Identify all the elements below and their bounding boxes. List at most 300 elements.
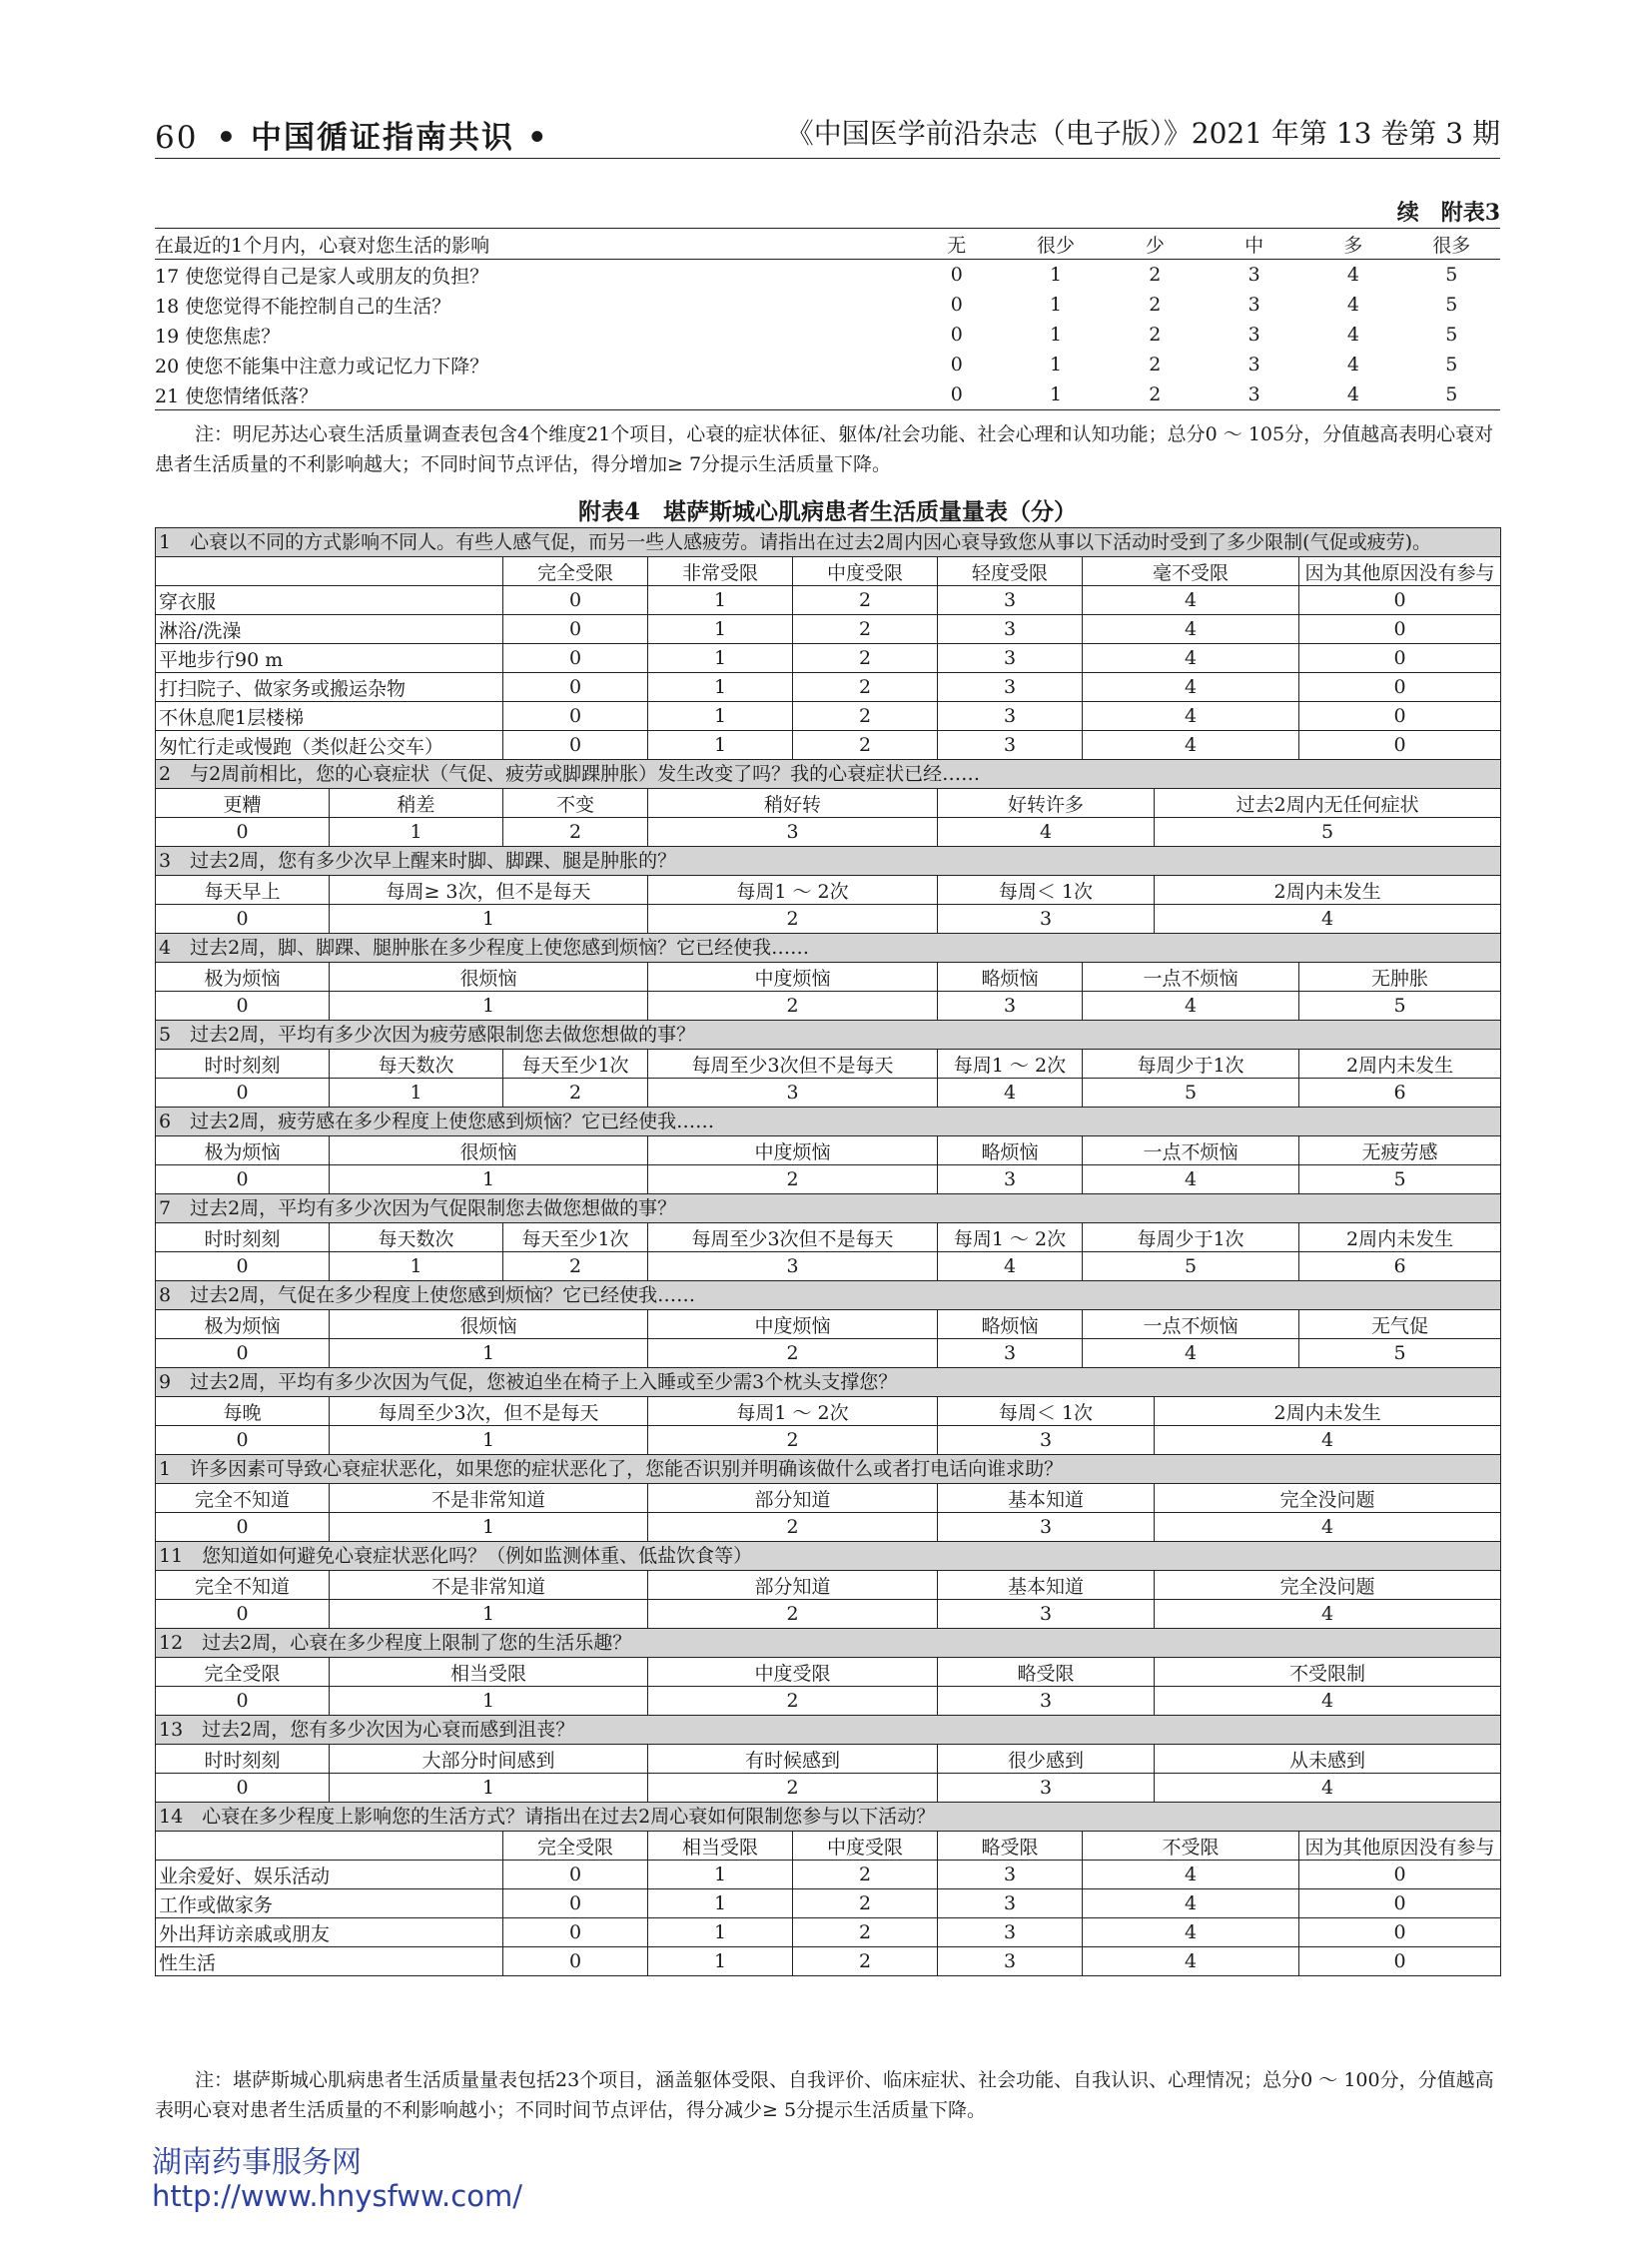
question-text: 7 过去2周，平均有多少次因为气促限制您去做您想做的事？ — [156, 1194, 1501, 1223]
option-label: 每周≥ 3次，但不是每天 — [330, 876, 648, 905]
table3-option-header: 很多 — [1403, 229, 1500, 260]
table3-option-header: 很少 — [1006, 229, 1105, 260]
options-row — [156, 1745, 1501, 1774]
activity-label: 性生活 — [156, 1947, 503, 1976]
score-cell: 1 — [648, 586, 793, 615]
option-score: 1 — [330, 1079, 503, 1108]
table3-score: 2 — [1149, 294, 1162, 316]
table3-score: 3 — [1247, 264, 1260, 286]
question-text: 6 过去2周，疲劳感在多少程度上使您感到烦恼？它已经使我…… — [156, 1108, 1501, 1136]
option-score: 4 — [1155, 905, 1501, 934]
score-cell: 0 — [503, 673, 648, 702]
question-row — [156, 760, 1501, 789]
option-score: 6 — [1299, 1252, 1501, 1281]
option-score: 2 — [648, 1426, 938, 1455]
score-cell: 1 — [648, 1861, 793, 1889]
option-score: 1 — [330, 818, 503, 847]
score-cell: 4 — [1083, 1947, 1299, 1976]
score-cell: 2 — [793, 586, 938, 615]
score-cell: 1 — [648, 731, 793, 760]
option-label: 极为烦恼 — [156, 1136, 330, 1165]
table3-score: 4 — [1303, 379, 1402, 410]
option-score: 3 — [938, 1165, 1083, 1194]
option-score: 2 — [648, 1600, 938, 1629]
option-label: 每周＜ 1次 — [938, 1397, 1155, 1426]
score-cell: 2 — [793, 1861, 938, 1889]
question-text: 9 过去2周，平均有多少次因为气促，您被迫坐在椅子上入睡或至少需3个枕头支撑您？ — [156, 1368, 1501, 1397]
option-score: 2 — [648, 992, 938, 1021]
option-header: 毫不受限 — [1083, 557, 1299, 586]
option-score: 4 — [1155, 1513, 1501, 1542]
question-row — [156, 1629, 1501, 1658]
table3-score: 0 — [950, 354, 963, 375]
score-cell: 3 — [938, 1861, 1083, 1889]
option-score: 1 — [330, 992, 648, 1021]
section-title: • 中国循证指南共识 • — [216, 120, 549, 156]
options-row — [156, 789, 1501, 818]
option-label: 更糟 — [156, 789, 330, 818]
running-header-left — [155, 112, 549, 157]
table3-score: 5 — [1445, 324, 1458, 346]
option-score: 0 — [156, 1513, 330, 1542]
option-label: 完全没问题 — [1155, 1571, 1501, 1600]
option-label: 每周1 ～ 2次 — [648, 876, 938, 905]
option-label: 2周内未发生 — [1155, 876, 1501, 905]
option-score: 0 — [156, 1165, 330, 1194]
score-cell: 4 — [1083, 1889, 1299, 1918]
option-score: 3 — [938, 1600, 1155, 1629]
watermark-site-name: 湖南药事服务网 — [152, 2145, 362, 2180]
option-label: 很烦恼 — [330, 1136, 648, 1165]
activity-row — [156, 586, 1501, 615]
table3-score: 5 — [1445, 294, 1458, 316]
journal-title: 《中国医学前沿杂志（电子版）》2021 年第 13 卷第 3 期 — [785, 117, 1500, 150]
option-score: 4 — [938, 1252, 1083, 1281]
options-row — [156, 1397, 1501, 1426]
option-label: 一点不烦恼 — [1083, 963, 1299, 992]
option-score: 2 — [648, 1165, 938, 1194]
question-row — [156, 847, 1501, 876]
scores-row — [156, 818, 1501, 847]
option-label: 每周1 ～ 2次 — [938, 1223, 1083, 1252]
row-label-header — [156, 557, 503, 586]
option-label: 中度烦恼 — [648, 1136, 938, 1165]
table3-question: 19 使您焦虑？ — [155, 325, 281, 348]
table3-option-header: 少 — [1106, 229, 1205, 260]
table3-option-header: 中 — [1205, 229, 1303, 260]
scores-row — [156, 1513, 1501, 1542]
option-score: 2 — [648, 1339, 938, 1368]
scores-row — [156, 1687, 1501, 1716]
question-text: 4 过去2周，脚、脚踝、腿肿胀在多少程度上使您感到烦恼？它已经使我…… — [156, 934, 1501, 963]
option-label: 部分知道 — [648, 1484, 938, 1513]
activity-label: 淋浴/洗澡 — [156, 615, 503, 644]
scores-row — [156, 905, 1501, 934]
score-cell: 3 — [938, 731, 1083, 760]
score-cell: 0 — [503, 644, 648, 673]
question-row — [156, 1194, 1501, 1223]
option-score: 5 — [1155, 818, 1501, 847]
table3-score: 4 — [1346, 264, 1359, 286]
table3-score: 2 — [1149, 324, 1162, 346]
option-label: 完全不知道 — [156, 1571, 330, 1600]
score-cell: 3 — [938, 673, 1083, 702]
table3-score: 4 — [1346, 354, 1359, 375]
activity-label: 工作或做家务 — [156, 1889, 503, 1918]
option-score: 3 — [938, 1339, 1083, 1368]
option-label: 稍好转 — [648, 789, 938, 818]
options-row — [156, 1223, 1501, 1252]
option-label: 每周＜ 1次 — [938, 876, 1155, 905]
table3-score: 0 — [907, 379, 1006, 410]
score-cell: 0 — [503, 1947, 648, 1976]
option-label: 好转许多 — [938, 789, 1155, 818]
option-label: 时时刻刻 — [156, 1050, 330, 1079]
score-cell: 1 — [648, 1947, 793, 1976]
score-cell: 2 — [793, 731, 938, 760]
table3-score: 0 — [950, 324, 963, 346]
option-score: 2 — [648, 1687, 938, 1716]
option-header-row — [156, 557, 1501, 586]
question-row — [156, 1455, 1501, 1484]
question-row — [156, 1803, 1501, 1832]
score-cell: 3 — [938, 1947, 1083, 1976]
score-cell: 0 — [1299, 586, 1501, 615]
score-cell: 1 — [648, 1918, 793, 1947]
option-score: 0 — [156, 1339, 330, 1368]
option-score: 0 — [156, 1687, 330, 1716]
option-label: 每晚 — [156, 1397, 330, 1426]
option-score: 5 — [1083, 1079, 1299, 1108]
score-cell: 0 — [503, 731, 648, 760]
option-label: 不是非常知道 — [330, 1484, 648, 1513]
score-cell: 4 — [1083, 615, 1299, 644]
score-cell: 0 — [503, 1861, 648, 1889]
option-score: 1 — [330, 1600, 648, 1629]
option-label: 中度受限 — [648, 1658, 938, 1687]
option-label: 大部分时间感到 — [330, 1745, 648, 1774]
score-cell: 0 — [1299, 702, 1501, 731]
score-cell: 4 — [1083, 731, 1299, 760]
option-label: 时时刻刻 — [156, 1223, 330, 1252]
option-label: 很少感到 — [938, 1745, 1155, 1774]
option-label: 很烦恼 — [330, 963, 648, 992]
option-score: 0 — [156, 1600, 330, 1629]
activity-label: 外出拜访亲戚或朋友 — [156, 1918, 503, 1947]
table3-score: 1 — [1006, 379, 1105, 410]
activity-row — [156, 702, 1501, 731]
question-text: 1 许多因素可导致心衰症状恶化，如果您的症状恶化了，您能否识别并明确该做什么或者打电话向谁求助？ — [156, 1455, 1501, 1484]
table3-question-header: 在最近的1个月内，心衰对您生活的影响 — [155, 229, 907, 260]
question-text: 8 过去2周，气促在多少程度上使您感到烦恼？它已经使我…… — [156, 1281, 1501, 1310]
question-text: 1 心衰以不同的方式影响不同人。有些人感气促，而另一些人感疲劳。请指出在过去2周内因心衰导致您从事以下活动时受到了多少限制(气促或疲劳)。 — [156, 528, 1501, 557]
header-rule — [155, 158, 1500, 159]
option-label: 每周至少3次但不是每天 — [648, 1050, 938, 1079]
options-row — [156, 1310, 1501, 1339]
option-header: 中度受限 — [793, 1832, 938, 1861]
score-cell: 2 — [793, 702, 938, 731]
option-score: 4 — [1083, 1339, 1299, 1368]
score-cell: 0 — [503, 702, 648, 731]
option-score: 4 — [1083, 1165, 1299, 1194]
option-header: 不受限 — [1083, 1832, 1299, 1861]
table3-row — [155, 260, 1500, 291]
option-label: 2周内未发生 — [1155, 1397, 1501, 1426]
option-score: 0 — [156, 1252, 330, 1281]
score-cell: 2 — [793, 615, 938, 644]
option-score: 2 — [503, 1252, 648, 1281]
activity-label: 平地步行90 m — [156, 644, 503, 673]
option-label: 很烦恼 — [330, 1310, 648, 1339]
option-score: 1 — [330, 1774, 648, 1803]
option-score: 5 — [1299, 992, 1501, 1021]
option-score: 4 — [1155, 1426, 1501, 1455]
table3-score: 2 — [1106, 379, 1205, 410]
question-row — [156, 528, 1501, 557]
score-cell: 0 — [1299, 1947, 1501, 1976]
score-cell: 3 — [938, 586, 1083, 615]
table3-header-row — [155, 229, 1500, 260]
scores-row — [156, 1339, 1501, 1368]
question-row — [156, 1281, 1501, 1310]
score-cell: 1 — [648, 644, 793, 673]
question-text: 11 您知道如何避免心衰症状恶化吗？（例如监测体重、低盐饮食等） — [156, 1542, 1501, 1571]
activity-row — [156, 1889, 1501, 1918]
table3-row — [155, 320, 1500, 350]
score-cell: 2 — [793, 1889, 938, 1918]
option-label: 略烦恼 — [938, 1310, 1083, 1339]
option-label: 略受限 — [938, 1658, 1155, 1687]
score-cell: 4 — [1083, 673, 1299, 702]
question-row — [156, 1021, 1501, 1050]
score-cell: 1 — [648, 673, 793, 702]
score-cell: 1 — [648, 702, 793, 731]
score-cell: 4 — [1083, 644, 1299, 673]
option-score: 5 — [1083, 1252, 1299, 1281]
activity-label: 匆忙行走或慢跑（类似赶公交车） — [156, 731, 503, 760]
scores-row — [156, 1600, 1501, 1629]
scores-row — [156, 1774, 1501, 1803]
option-label: 一点不烦恼 — [1083, 1136, 1299, 1165]
activity-row — [156, 1918, 1501, 1947]
option-score: 1 — [330, 905, 648, 934]
option-score: 0 — [156, 992, 330, 1021]
activity-label: 不休息爬1层楼梯 — [156, 702, 503, 731]
option-label: 不是非常知道 — [330, 1571, 648, 1600]
table3-score: 1 — [1050, 294, 1063, 316]
table3-score: 4 — [1346, 324, 1359, 346]
question-text: 5 过去2周，平均有多少次因为疲劳感限制您去做您想做的事？ — [156, 1021, 1501, 1050]
option-label: 完全没问题 — [1155, 1484, 1501, 1513]
option-score: 2 — [648, 1513, 938, 1542]
score-cell: 2 — [793, 673, 938, 702]
option-score: 1 — [330, 1165, 648, 1194]
table3-score: 3 — [1205, 379, 1303, 410]
option-label: 部分知道 — [648, 1571, 938, 1600]
score-cell: 3 — [938, 702, 1083, 731]
table3-score: 4 — [1346, 294, 1359, 316]
option-score: 0 — [156, 1079, 330, 1108]
option-label: 2周内未发生 — [1299, 1050, 1501, 1079]
option-score: 0 — [156, 1426, 330, 1455]
option-label: 每周至少3次，但不是每天 — [330, 1397, 648, 1426]
option-score: 0 — [156, 1774, 330, 1803]
table3-score: 3 — [1247, 354, 1260, 375]
score-cell: 4 — [1083, 586, 1299, 615]
option-label: 过去2周内无任何症状 — [1155, 789, 1501, 818]
option-header: 因为其他原因没有参与 — [1299, 557, 1501, 586]
question-text: 12 过去2周，心衰在多少程度上限制了您的生活乐趣？ — [156, 1629, 1501, 1658]
option-score: 3 — [938, 905, 1155, 934]
option-score: 1 — [330, 1252, 503, 1281]
option-score: 3 — [648, 818, 938, 847]
options-row — [156, 1484, 1501, 1513]
option-label: 时时刻刻 — [156, 1745, 330, 1774]
option-label: 每周1 ～ 2次 — [648, 1397, 938, 1426]
option-label: 每周至少3次但不是每天 — [648, 1223, 938, 1252]
table3-row — [155, 290, 1500, 320]
score-cell: 1 — [648, 615, 793, 644]
option-score: 2 — [648, 1774, 938, 1803]
table3-row — [155, 350, 1500, 379]
activity-label: 业余爱好、娱乐活动 — [156, 1861, 503, 1889]
score-cell: 0 — [503, 615, 648, 644]
table3-score: 5 — [1403, 379, 1500, 410]
activity-row — [156, 644, 1501, 673]
score-cell: 3 — [938, 1889, 1083, 1918]
score-cell: 2 — [793, 644, 938, 673]
score-cell: 1 — [648, 1889, 793, 1918]
option-score: 3 — [938, 1513, 1155, 1542]
table3-score: 5 — [1445, 264, 1458, 286]
option-header: 中度受限 — [793, 557, 938, 586]
option-label: 每周少于1次 — [1083, 1050, 1299, 1079]
options-row — [156, 1050, 1501, 1079]
option-label: 极为烦恼 — [156, 963, 330, 992]
options-row — [156, 876, 1501, 905]
table3-score: 1 — [1050, 324, 1063, 346]
activity-label: 打扫院子、做家务或搬运杂物 — [156, 673, 503, 702]
option-label: 无肿胀 — [1299, 963, 1501, 992]
question-row — [156, 1368, 1501, 1397]
option-score: 3 — [938, 1687, 1155, 1716]
option-score: 0 — [156, 905, 330, 934]
table3-question: 21 使您情绪低落？ — [155, 379, 907, 410]
option-score: 1 — [330, 1687, 648, 1716]
option-score: 5 — [1299, 1165, 1501, 1194]
option-label: 一点不烦恼 — [1083, 1310, 1299, 1339]
option-header: 完全受限 — [503, 1832, 648, 1861]
score-cell: 0 — [1299, 1889, 1501, 1918]
table3-question: 20 使您不能集中注意力或记忆力下降？ — [155, 355, 489, 377]
option-score: 6 — [1299, 1079, 1501, 1108]
watermark-url[interactable]: http://www.hnysfww.com/ — [152, 2179, 522, 2213]
question-row — [156, 1108, 1501, 1136]
table3-question: 18 使您觉得不能控制自己的生活？ — [155, 295, 451, 318]
option-label: 每天数次 — [330, 1050, 503, 1079]
option-label: 基本知道 — [938, 1571, 1155, 1600]
option-label: 相当受限 — [330, 1658, 648, 1687]
score-cell: 0 — [1299, 673, 1501, 702]
question-row — [156, 1716, 1501, 1745]
table4-kccq — [155, 527, 1501, 1976]
option-label: 每天至少1次 — [503, 1223, 648, 1252]
option-header: 略受限 — [938, 1832, 1083, 1861]
activity-row — [156, 615, 1501, 644]
activity-row — [156, 731, 1501, 760]
option-label: 每天数次 — [330, 1223, 503, 1252]
table3-score: 1 — [1050, 354, 1063, 375]
table3-score: 2 — [1149, 354, 1162, 375]
question-text: 14 心衰在多少程度上影响您的生活方式？请指出在过去2周心衰如何限制您参与以下活动？ — [156, 1803, 1501, 1832]
activity-row — [156, 1861, 1501, 1889]
option-score: 0 — [156, 818, 330, 847]
question-text: 13 过去2周，您有多少次因为心衰而感到沮丧？ — [156, 1716, 1501, 1745]
score-cell: 3 — [938, 1918, 1083, 1947]
option-score: 1 — [330, 1513, 648, 1542]
option-score: 3 — [938, 992, 1083, 1021]
activity-row — [156, 1947, 1501, 1976]
table3-score: 2 — [1149, 264, 1162, 286]
option-score: 3 — [648, 1079, 938, 1108]
page-number: 60 — [155, 120, 199, 156]
scores-row — [156, 1426, 1501, 1455]
score-cell: 0 — [1299, 1861, 1501, 1889]
option-header: 因为其他原因没有参与 — [1299, 1832, 1501, 1861]
option-header: 相当受限 — [648, 1832, 793, 1861]
continued-label: 续 附表3 — [1396, 200, 1500, 226]
option-score: 1 — [330, 1426, 648, 1455]
score-cell: 0 — [503, 1918, 648, 1947]
row-label-header — [156, 1832, 503, 1861]
option-score: 3 — [648, 1252, 938, 1281]
table3-score: 5 — [1445, 354, 1458, 375]
option-score: 2 — [503, 1079, 648, 1108]
table3-option-header: 多 — [1303, 229, 1402, 260]
option-score: 4 — [1083, 992, 1299, 1021]
table3-question: 17 使您觉得自己是家人或朋友的负担？ — [155, 265, 489, 288]
score-cell: 0 — [503, 586, 648, 615]
options-row — [156, 963, 1501, 992]
option-header: 完全受限 — [503, 557, 648, 586]
option-score: 3 — [938, 1426, 1155, 1455]
option-label: 完全不知道 — [156, 1484, 330, 1513]
scores-row — [156, 1165, 1501, 1194]
option-label: 每天至少1次 — [503, 1050, 648, 1079]
scores-row — [156, 992, 1501, 1021]
score-cell: 3 — [938, 644, 1083, 673]
option-label: 每周1 ～ 2次 — [938, 1050, 1083, 1079]
option-label: 有时候感到 — [648, 1745, 938, 1774]
table4-title: 附表4 堪萨斯城心肌病患者生活质量量表（分） — [577, 498, 1077, 525]
option-label: 每周少于1次 — [1083, 1223, 1299, 1252]
option-header: 轻度受限 — [938, 557, 1083, 586]
table3-note: 注：明尼苏达心衰生活质量调查表包含4个维度21个项目，心衰的症状体征、躯体/社会功能、社会心理和认知功能；总分0 ～ 105分，分值越高表明心衰对患者生活质量的不利影响越大；不同时间节点评估，得分增加≥ 7分提示生活质量下降。 — [155, 423, 1494, 475]
score-cell: 0 — [1299, 1918, 1501, 1947]
table4-note: 注：堪萨斯城心肌病患者生活质量量表包括23个项目，涵盖躯体受限、自我评价、临床症状、社会功能、自我认识、心理情况；总分0 ～ 100分，分值越高表明心衰对患者生活质量的不利影响越小；不同时间节点评估，得分减少≥ 5分提示生活质量下降。 — [155, 2069, 1494, 2121]
scores-row — [156, 1252, 1501, 1281]
table3-score: 3 — [1247, 324, 1260, 346]
table3-score: 0 — [950, 264, 963, 286]
options-row — [156, 1658, 1501, 1687]
option-label: 稍差 — [330, 789, 503, 818]
option-label: 略烦恼 — [938, 1136, 1083, 1165]
table3-score: 0 — [950, 294, 963, 316]
table3-row — [155, 379, 1500, 410]
option-score: 3 — [938, 1774, 1155, 1803]
option-label: 略烦恼 — [938, 963, 1083, 992]
score-cell: 2 — [793, 1918, 938, 1947]
